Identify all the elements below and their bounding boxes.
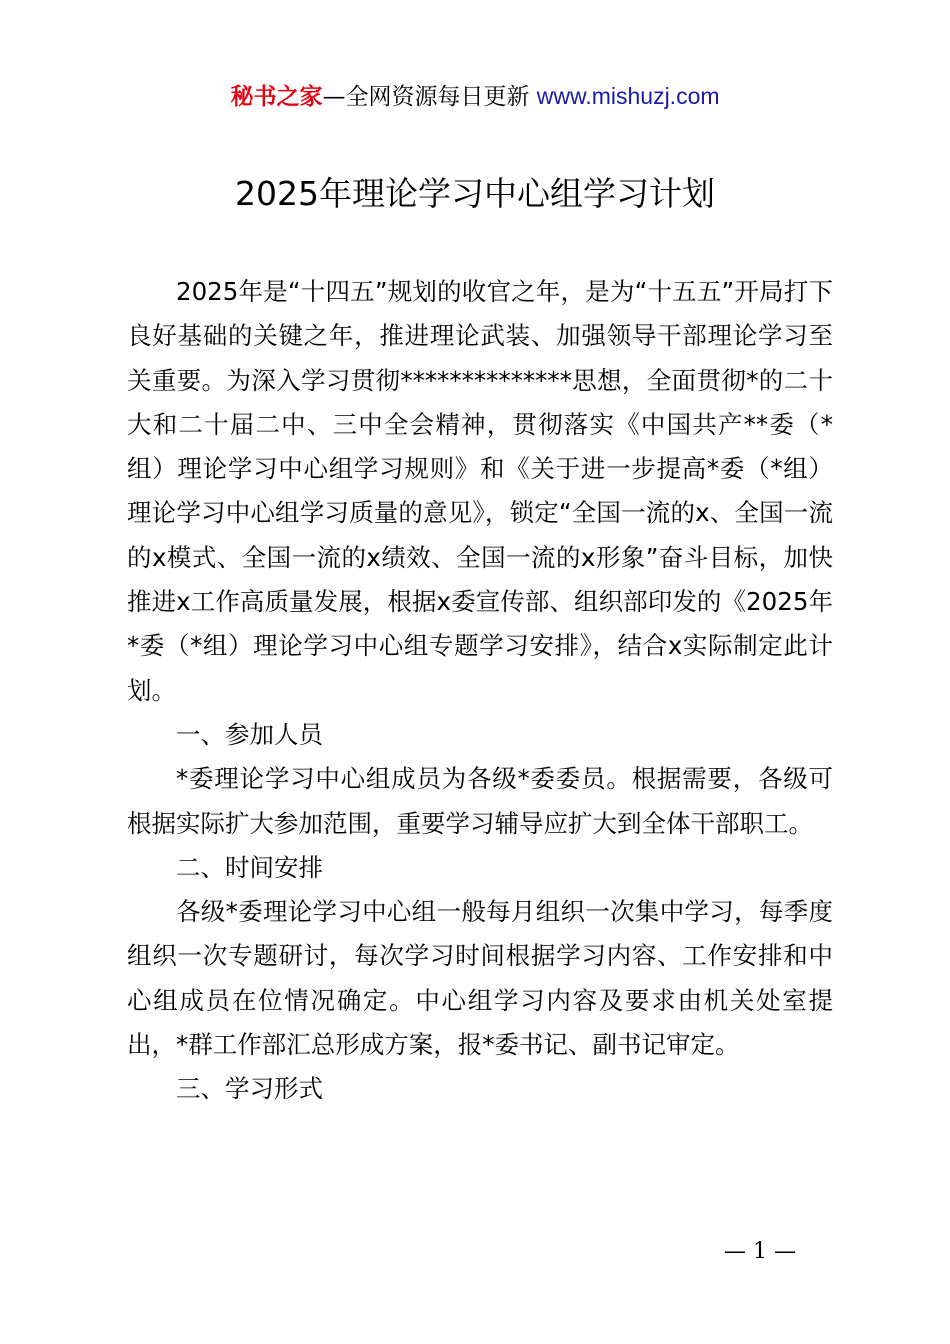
section-heading-format: 三、学习形式 xyxy=(176,1074,323,1104)
site-url: www.mishuzj.com xyxy=(536,83,720,109)
site-header xyxy=(0,80,950,113)
section-paragraph-participants: *委理论学习中心组成员为各级*委委员。根据需要，各级可根据实际扩大参加范围，重要学习辅导应扩大到全体干部职工。 xyxy=(127,764,833,838)
document-title: 2025年理论学习中心组学习计划 xyxy=(235,174,715,213)
section-paragraph-schedule: 各级*委理论学习中心组一般每月组织一次集中学习，每季度组织一次专题研讨，每次学习时间根据学习内容、工作安排和中心组成员在位情况确定。中心组学习内容及要求由机关处室提出，*群工作部汇总形成方案，报*委书记、副书记审定。 xyxy=(127,897,833,1060)
section-heading-schedule: 二、时间安排 xyxy=(176,852,323,882)
page-number: — 1 — xyxy=(724,1239,796,1264)
intro-paragraph: 2025年是“十四五”规划的收官之年，是为“十五五”开局打下良好基础的关键之年，推进理论武装、加强领导干部理论学习至关重要。为深入学习贯彻**************思想，全面贯彻*的二十大和二十届二中、三中全会精神，贯彻落实《中国共产**委（*组）理论学习中心组学习规则》和《关于进一步提高*委（*组）理论学习中心组学习质量的意见》，锁定“全国一流的x、全国一流的x模式、全国一流的x绩效、全国一流的x形象”奋斗目标，加快推进x工作高质量发展，根据x委宣传部、组织部印发的《2025年*委（*组）理论学习中心组专题学习安排》，结合x实际制定此计划。 xyxy=(127,277,833,705)
section-heading-participants: 一、参加人员 xyxy=(176,719,323,749)
document-body xyxy=(127,270,833,1112)
site-brand: 秘书之家 xyxy=(230,84,323,110)
site-tagline: —全网资源每日更新 xyxy=(322,84,537,110)
